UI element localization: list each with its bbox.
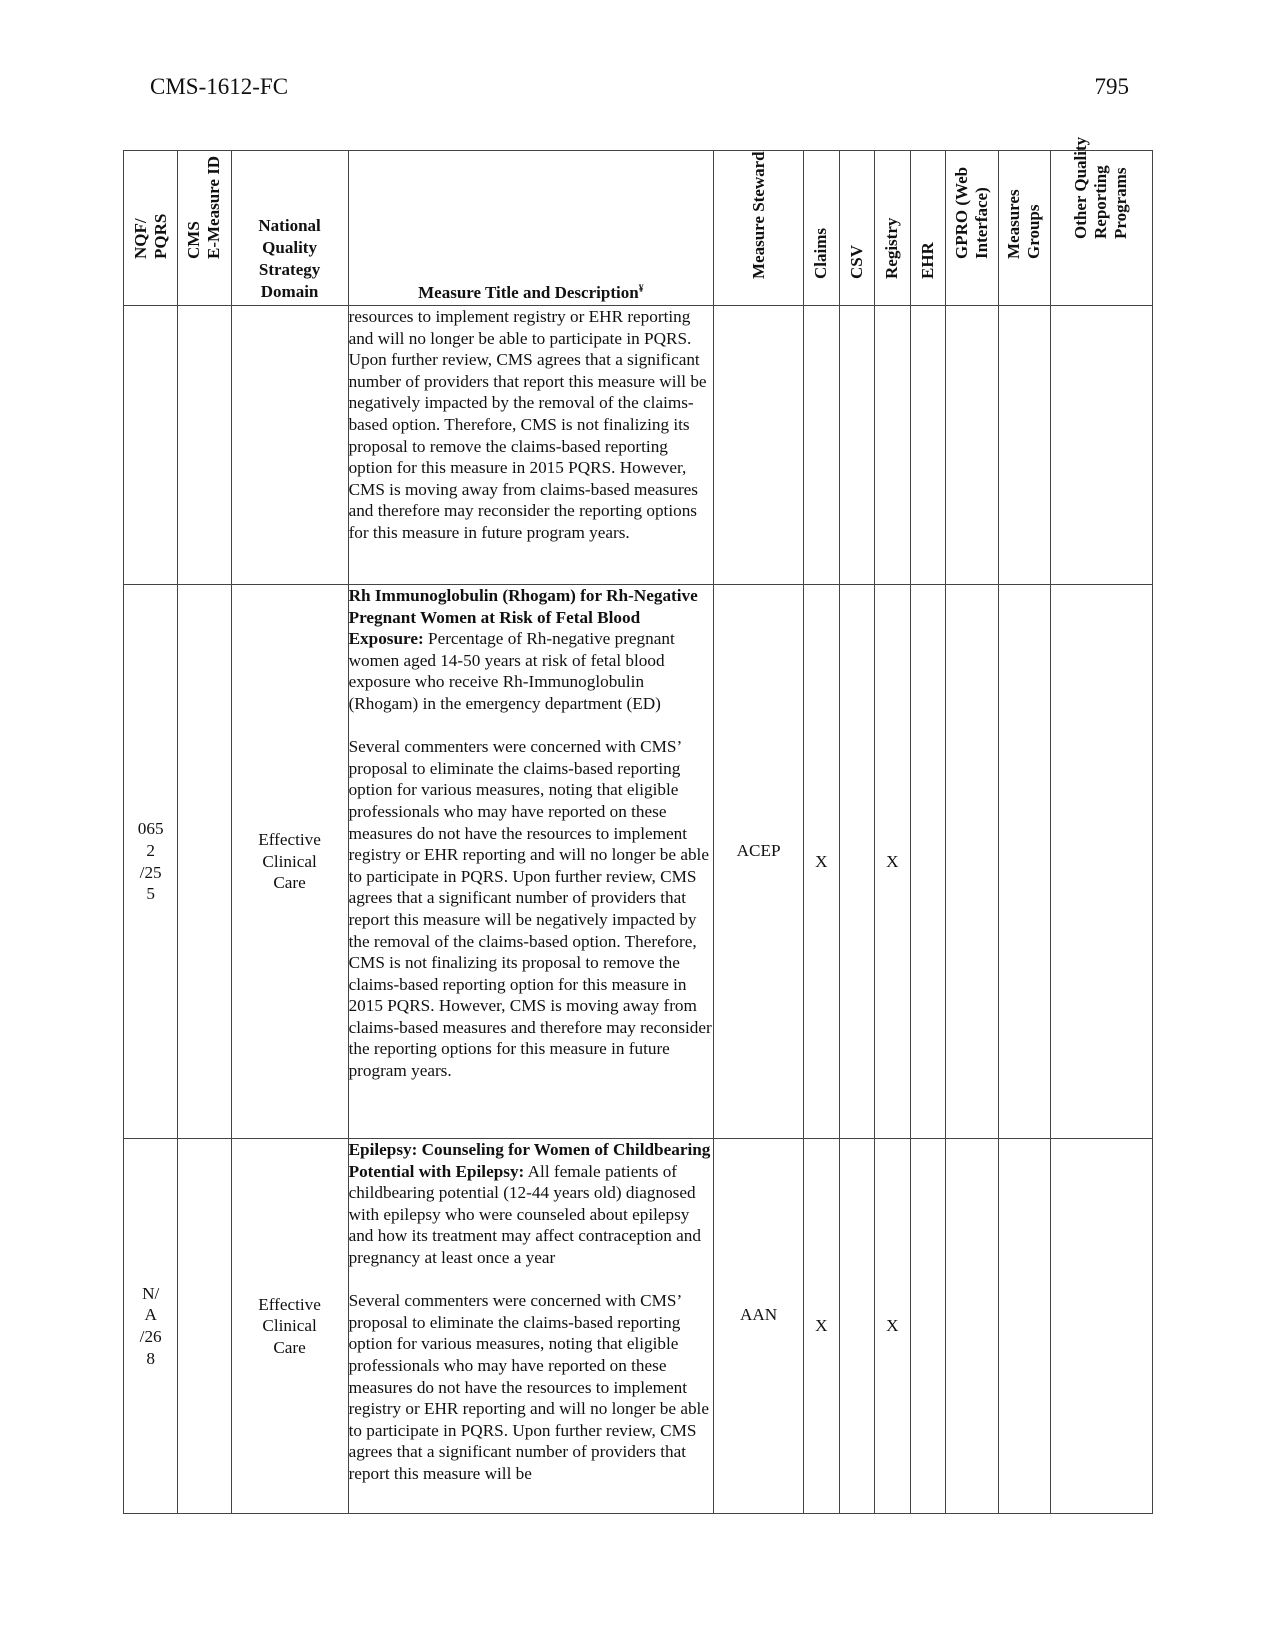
cell-measures-groups <box>999 306 1050 585</box>
cell-cms-id <box>178 585 231 1139</box>
table-row <box>124 585 1153 1139</box>
cell-cms-id <box>178 306 231 585</box>
cell-registry: X <box>875 585 911 1139</box>
cell-gpro <box>946 585 999 1139</box>
cell-other-programs <box>1050 306 1152 585</box>
col-header-registry: Registry <box>875 151 911 306</box>
col-header-gpro: GPRO (Web Interface) <box>946 151 999 306</box>
measure-summary: Percentage of Rh-negative pregnant women aged 14-50 years at risk of fetal blood exposure who receive Rh-Immunoglobulin (Rhogam) in the emergency department (ED) <box>348 629 675 713</box>
table-header-row <box>124 151 1153 306</box>
cell-ehr <box>910 585 946 1139</box>
measures-table <box>123 136 1153 1514</box>
cell-measure-description <box>348 306 714 585</box>
col-header-cms-emeasure-id: CMS E-Measure ID <box>178 151 231 306</box>
cell-ehr <box>910 1139 946 1514</box>
cell-other-programs <box>1050 585 1152 1139</box>
cell-domain: Effective Clinical Care <box>231 585 348 1139</box>
measure-comment-text: Several commenters were concerned with CMS’ proposal to eliminate the claims-based reporting option for various measures, noting that eligible professionals who may have reported on these measures do not have the resources to implement registry or EHR reporting and will no longer be able to participate in PQRS. Upon further review, CMS agrees that a significant number of providers that report this measure will be <box>348 1291 709 1483</box>
col-header-claims: Claims <box>804 151 840 306</box>
cell-nqf: 065 2 /25 5 <box>124 585 178 1139</box>
table-row <box>124 1139 1153 1514</box>
measure-title: Rh Immunoglobulin (Rhogam) for Rh-Negative Pregnant Women at Risk of Fetal Blood Exposure: <box>348 586 698 649</box>
document-id: CMS-1612-FC <box>150 74 289 99</box>
cell-gpro <box>946 1139 999 1514</box>
cell-steward: ACEP <box>714 585 804 1139</box>
cell-claims: X <box>804 585 840 1139</box>
col-header-csv: CSV <box>839 151 875 306</box>
col-header-domain: National Quality Strategy Domain <box>231 151 348 306</box>
cell-ehr <box>910 306 946 585</box>
col-header-ehr: EHR <box>910 151 946 306</box>
cell-nqf <box>124 306 178 585</box>
col-header-measure-title: Measure Title and Description¥ <box>348 151 714 306</box>
cell-registry: X <box>875 1139 911 1514</box>
page-number: 795 <box>1094 74 1129 99</box>
cell-measure-description <box>348 1139 714 1514</box>
cell-domain <box>231 306 348 585</box>
cell-gpro <box>946 306 999 585</box>
cell-measure-description <box>348 585 714 1139</box>
col-header-other-programs: Other Quality Reporting Programs <box>1050 151 1152 306</box>
measure-title: Epilepsy: Counseling for Women of Childbearing Potential with Epilepsy: <box>348 1140 711 1181</box>
measure-comment-text: Several commenters were concerned with CMS’ proposal to eliminate the claims-based reporting option for various measures, noting that eligible professionals who may have reported on these measures do not have the resources to implement registry or EHR reporting and will no longer be able to participate in PQRS. Upon further review, CMS agrees that a significant number of providers that report this measure will be negatively impacted by the removal of the claims-based option. Therefore, CMS is not finalizing its proposal to remove the claims-based reporting option for this measure in 2015 PQRS. However, CMS is moving away from claims-based measures and therefore may reconsider the reporting options for this measure in future program years. <box>348 737 712 1081</box>
cell-claims: X <box>804 1139 840 1514</box>
cell-steward: AAN <box>714 1139 804 1514</box>
col-header-measure-steward: Measure Steward <box>714 151 804 306</box>
measure-description-text: resources to implement registry or EHR reporting and will no longer be able to participate in PQRS. Upon further review, CMS agrees that a significant number of providers that report this measure will be negatively impacted by the removal of the claims-based option. Therefore, CMS is not finalizing its proposal to remove the claims-based reporting option for this measure in 2015 PQRS. However, CMS is moving away from claims-based measures and therefore may reconsider the reporting options for this measure in future program years. <box>348 307 707 542</box>
cell-cms-id <box>178 1139 231 1514</box>
cell-nqf: N/ A /26 8 <box>124 1139 178 1514</box>
col-header-measures-groups: Measures Groups <box>999 151 1050 306</box>
col-header-nqf-pqrs: NQF/ PQRS <box>124 151 178 306</box>
cell-domain: Effective Clinical Care <box>231 1139 348 1514</box>
measure-summary: All female patients of childbearing potential (12-44 years old) diagnosed with epilepsy who were counseled about epilepsy and how its treatment may affect contraception and pregnancy at least once a year <box>348 1161 701 1267</box>
cell-csv <box>839 585 875 1139</box>
cell-other-programs <box>1050 1139 1152 1514</box>
table-row <box>124 306 1153 585</box>
cell-measures-groups <box>999 585 1050 1139</box>
measure-title-description <box>349 585 714 715</box>
cell-measures-groups <box>999 1139 1050 1514</box>
cell-csv <box>839 306 875 585</box>
cell-claims <box>804 306 840 585</box>
measure-title-description <box>349 1139 714 1269</box>
cell-csv <box>839 1139 875 1514</box>
cell-registry <box>875 306 911 585</box>
cell-steward <box>714 306 804 585</box>
